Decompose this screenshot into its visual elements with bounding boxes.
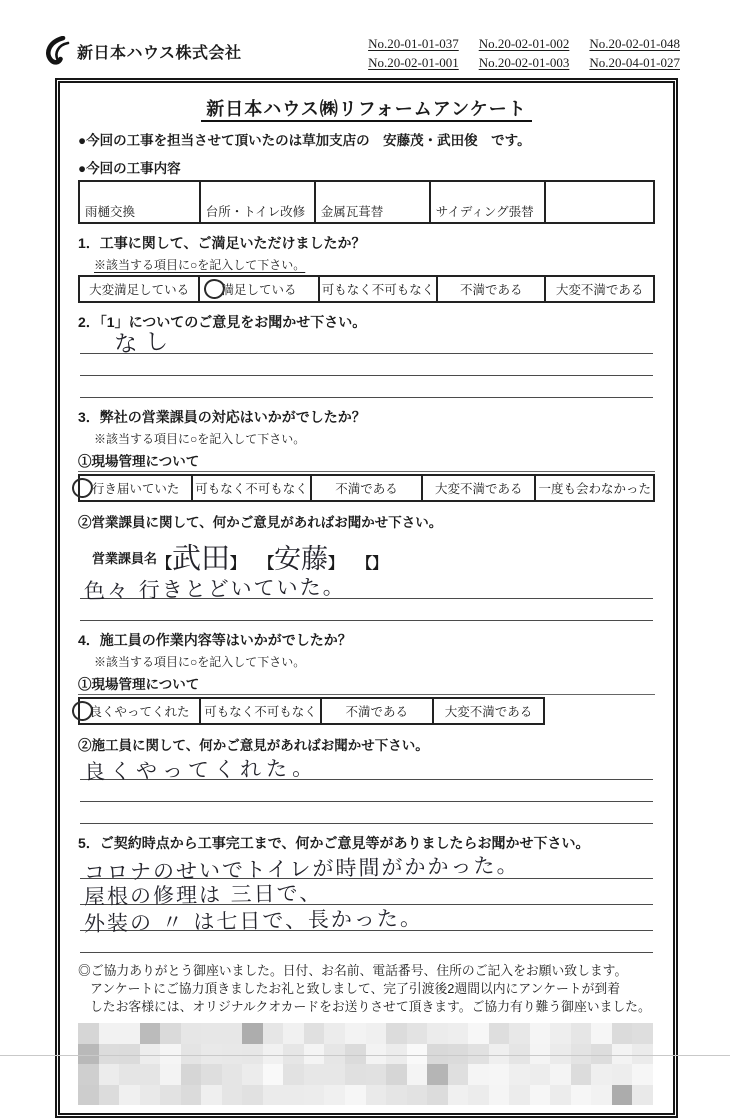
- bracket: 】: [230, 555, 246, 572]
- q1-option: 大変不満である: [545, 276, 654, 302]
- bracket: 】: [372, 555, 388, 572]
- company-logo-icon: [42, 36, 70, 66]
- bracket: 【: [357, 555, 373, 572]
- footer-line: ◎ご協力ありがとう御座いました。日付、お名前、電話番号、住所のご記入をお願い致します。: [78, 963, 628, 978]
- footer-note: [78, 962, 655, 1016]
- work-type-cell: 雨樋交換: [79, 181, 200, 223]
- q1-option: 不満である: [437, 276, 545, 302]
- q4-option: 不満である: [321, 698, 433, 724]
- work-type-cell: 金属瓦葺替: [315, 181, 430, 223]
- answer-line: [80, 879, 653, 910]
- q5-title: 5．ご契約時点から工事完工まで、何かご意見等がありましたらお聞かせ下さい。: [78, 835, 590, 851]
- q1-option-selected: [199, 276, 318, 302]
- q3-option: 可もなく不可もなく: [192, 475, 311, 501]
- bracket: 【: [259, 555, 275, 572]
- q4-title: 4．施工員の作業内容等はいかがでしたか？: [78, 632, 352, 648]
- doc-number: No.20-02-01-002: [478, 36, 570, 51]
- q1-option: 大変満足している: [79, 276, 199, 302]
- q3-option: 不満である: [311, 475, 422, 501]
- q3-option: 大変不満である: [422, 475, 535, 501]
- footer-line: したお客様には、オリジナルクオカードをお送りさせて頂きます。ご協力有り難う御座いました。: [90, 999, 651, 1015]
- answer-line: [80, 573, 653, 604]
- q3-option-selected: [79, 475, 192, 501]
- q1-option-label: 満足している: [221, 283, 297, 297]
- sales-staff-name-row: [78, 535, 655, 573]
- staff-name-field: [157, 541, 246, 575]
- q3-option-label: 行き届いていた: [91, 482, 180, 496]
- table-row: [79, 475, 654, 501]
- answer-line: [80, 853, 653, 885]
- q4-options-table: [78, 697, 545, 725]
- answer-line: [80, 376, 653, 398]
- survey-form: [55, 78, 678, 1118]
- bracket: 】: [328, 555, 344, 572]
- form-title-row: [78, 95, 655, 121]
- intro-line: ●今回の工事を担当させて頂いたのは草加支店の 安藤茂・武田俊 です。: [78, 133, 531, 148]
- handwritten-answer: なし: [113, 327, 178, 359]
- q2-title: 2．「1」についてのご意見をお聞かせ下さい。: [78, 314, 367, 330]
- answer-line: [80, 599, 653, 621]
- q4-sub1-label: ①現場管理について: [78, 673, 655, 695]
- q1-title: 1．工事に関して、ご満足いただけましたか？: [78, 235, 366, 251]
- q3-sub1-label: ①現場管理について: [78, 450, 655, 472]
- q4-sub2-label: ②施工員に関して、何かご意見があればお聞かせ下さい。: [78, 738, 429, 753]
- q4-option: 可もなく不可もなく: [200, 698, 321, 724]
- answer-line: [80, 802, 653, 824]
- table-row: [79, 276, 654, 302]
- q4-option: 大変不満である: [433, 698, 545, 724]
- table-row: [79, 698, 544, 724]
- work-type-cell: サイディング張替: [430, 181, 545, 223]
- q3-sub2-label: ②営業課員に関して、何かご意見があればお聞かせ下さい。: [78, 515, 443, 530]
- doc-number: No.20-02-01-003: [478, 55, 570, 70]
- q3-note: ※該当する項目に○を記入して下さい。: [94, 432, 306, 446]
- q3-option: 一度も会わなかった: [535, 475, 654, 501]
- handwritten-answer: 外装の 〃 は七日で、長かった。: [83, 906, 424, 936]
- q1-options-table: [78, 275, 655, 303]
- scan-header: [42, 36, 680, 71]
- work-section-label: ●今回の工事内容: [78, 161, 181, 176]
- handwritten-answer: コロナのせいでトイレが時間がかかった。: [83, 853, 520, 885]
- doc-number: No.20-02-01-048: [589, 36, 680, 51]
- staff-name-field: [259, 546, 343, 573]
- handwritten-staff-name: 安藤: [274, 544, 329, 575]
- footer-line: アンケートにご協力頂きましたお礼と致しまして、完了引渡後2週間以内にアンケートが到着: [90, 981, 620, 997]
- company-brand: [42, 36, 242, 66]
- handwritten-circle-mark: [71, 477, 94, 499]
- handwritten-answer: 良くやってくれた。: [83, 755, 319, 785]
- q1-option: 可もなく不可もなく: [319, 276, 438, 302]
- staff-name-field: [357, 546, 387, 573]
- staff-name-label: 営業課員名: [92, 551, 158, 566]
- doc-number: No.20-02-01-001: [368, 55, 459, 70]
- q4-option-label: 良くやってくれた: [89, 705, 190, 719]
- q4-option-selected: [79, 698, 200, 724]
- scan-artifact-line: [0, 1055, 730, 1056]
- q1-note: ※該当する項目に○を記入して下さい。: [94, 258, 306, 272]
- answer-line: [80, 931, 653, 953]
- work-content-table: [78, 180, 655, 224]
- handwritten-answer: 色々 行きとどいていた。: [83, 574, 346, 604]
- handwritten-staff-name: 武田: [172, 541, 231, 575]
- table-row: [79, 181, 654, 223]
- handwritten-answer: 屋根の修理は 三日で、: [83, 880, 323, 910]
- q4-note: ※該当する項目に○を記入して下さい。: [94, 655, 306, 669]
- redacted-personal-info: [78, 1023, 653, 1105]
- doc-number: No.20-01-01-037: [368, 36, 459, 51]
- answer-line: [80, 354, 653, 376]
- company-name: 新日本ハウス株式会社: [77, 44, 242, 62]
- bracket: 【: [157, 555, 173, 572]
- form-title: 新日本ハウス㈱リフォームアンケート: [201, 99, 531, 122]
- answer-line: [80, 327, 653, 359]
- answer-line: [80, 905, 653, 936]
- work-type-cell: [545, 181, 654, 223]
- answer-line: [80, 780, 653, 802]
- answer-line: [80, 754, 653, 785]
- q3-title: 3．弊社の営業課員の対応はいかがでしたか？: [78, 409, 366, 425]
- document-numbers: [368, 36, 680, 71]
- work-type-cell: 台所・トイレ改修: [200, 181, 315, 223]
- doc-number: No.20-04-01-027: [589, 55, 680, 70]
- q3-options-table: [78, 474, 655, 502]
